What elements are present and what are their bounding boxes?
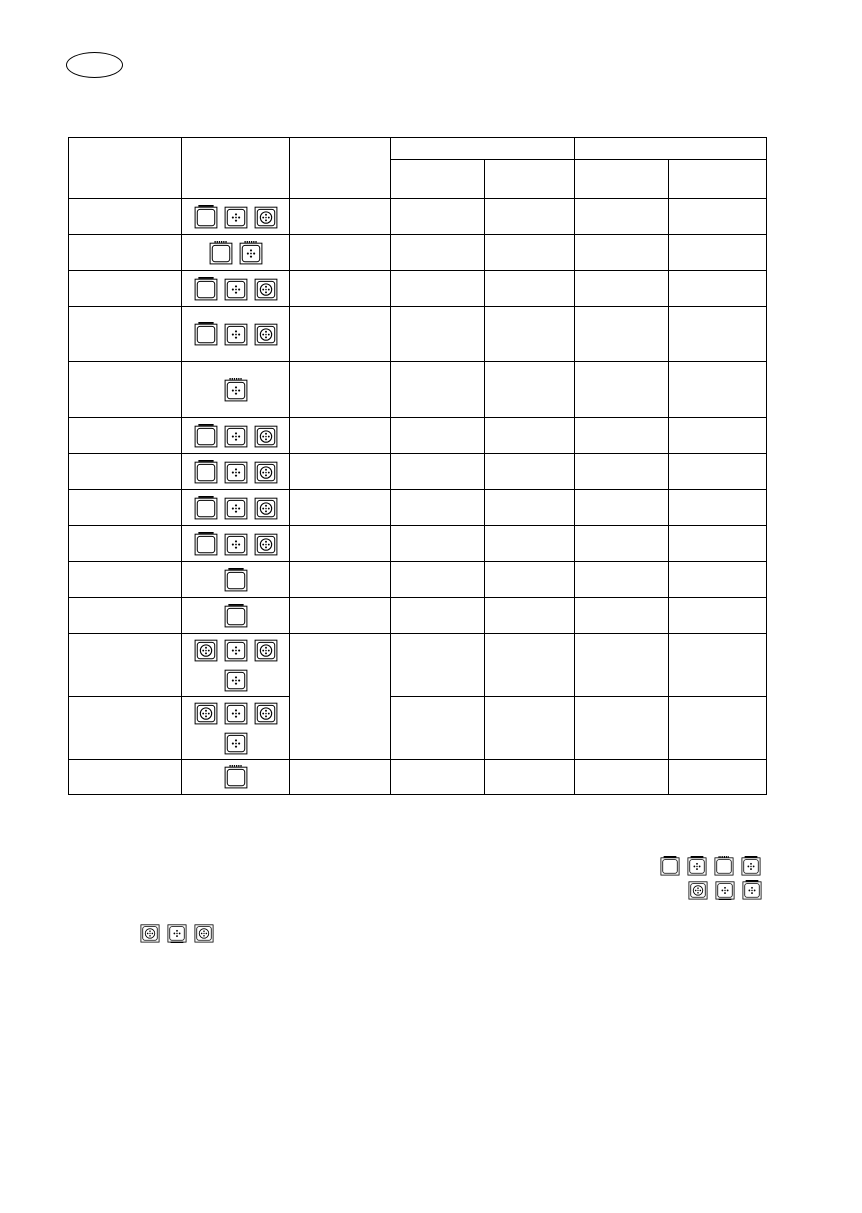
- ring-fan-icon: [254, 496, 278, 520]
- table-cell: [290, 271, 391, 307]
- table-cell: [669, 490, 767, 526]
- table-cell: [669, 562, 767, 598]
- fan-icon: [224, 460, 248, 484]
- table-cell: [290, 307, 391, 362]
- table-cell: [391, 235, 485, 271]
- function-icons-cell: [182, 562, 290, 598]
- table-cell: [69, 235, 182, 271]
- bottom-heat-icon: [194, 277, 218, 301]
- table-row: [69, 562, 767, 598]
- table-cell: [485, 418, 575, 454]
- table-cell: [669, 418, 767, 454]
- table-cell: [290, 490, 391, 526]
- top-bottom-heat-icon: [224, 604, 248, 628]
- language-badge: [66, 52, 123, 78]
- settings-table: [68, 137, 767, 795]
- table-row: [69, 307, 767, 362]
- function-icons-cell: [182, 454, 290, 490]
- bottom-heat-icon: [194, 496, 218, 520]
- function-icons-cell: [182, 235, 290, 271]
- bottom-heat-icon: [194, 460, 218, 484]
- table-cell: [69, 307, 182, 362]
- table-cell: [391, 526, 485, 562]
- table-cell: [69, 760, 182, 795]
- table-cell: [69, 526, 182, 562]
- table-cell: [575, 526, 669, 562]
- header-a1: [391, 160, 485, 199]
- ring-fan-icon: [254, 322, 278, 346]
- table-cell: [69, 362, 182, 418]
- fan-top-icon: [741, 856, 761, 876]
- table-row: [69, 634, 767, 697]
- grill-fan-icon: [239, 241, 263, 265]
- table-cell: [485, 490, 575, 526]
- header-group-b: [575, 138, 767, 160]
- table-cell: [485, 235, 575, 271]
- table-cell: [290, 760, 391, 795]
- function-icons-cell: [182, 634, 290, 697]
- table-row: [69, 526, 767, 562]
- header-a2: [485, 160, 575, 199]
- header-b1: [575, 160, 669, 199]
- ring-fan-icon: [194, 701, 218, 725]
- table-body: [69, 199, 767, 795]
- table-cell: [485, 697, 575, 760]
- bottom-heat-icon: [194, 532, 218, 556]
- table-cell: [485, 454, 575, 490]
- fan-icon: [224, 668, 248, 692]
- fan-icon: [224, 532, 248, 556]
- table-row: [69, 418, 767, 454]
- table-cell: [575, 562, 669, 598]
- table-cell: [391, 454, 485, 490]
- table-cell: [69, 598, 182, 634]
- table-cell: [485, 199, 575, 235]
- table-cell: [669, 199, 767, 235]
- table-row: [69, 490, 767, 526]
- table-cell: [391, 307, 485, 362]
- table-cell: [391, 634, 485, 697]
- table-cell: [391, 697, 485, 760]
- fan-icon: [224, 205, 248, 229]
- table-cell: [575, 454, 669, 490]
- table-cell: [575, 634, 669, 697]
- bottom-heat-icon: [194, 322, 218, 346]
- table-cell: [290, 235, 391, 271]
- table-row: [69, 362, 767, 418]
- function-icons-cell: [182, 526, 290, 562]
- table-cell: [575, 598, 669, 634]
- header-function: [182, 138, 290, 199]
- table-cell: [69, 490, 182, 526]
- fan-icon: [224, 701, 248, 725]
- table-cell: [69, 634, 182, 697]
- table-cell: [391, 598, 485, 634]
- top-bottom-heat-icon: [224, 568, 248, 592]
- table-cell: [290, 454, 391, 490]
- table-cell: [391, 490, 485, 526]
- table-cell: [290, 562, 391, 598]
- ring-fan-icon: [194, 638, 218, 662]
- table-cell: [575, 697, 669, 760]
- table-cell: [69, 271, 182, 307]
- fan-icon: [224, 638, 248, 662]
- table-cell: [669, 307, 767, 362]
- table-cell: [485, 634, 575, 697]
- ring-fan-icon: [688, 880, 708, 900]
- fan-bottom-icon: [167, 923, 187, 943]
- function-icons-cell: [182, 199, 290, 235]
- table-cell: [575, 362, 669, 418]
- function-icons-cell: [182, 697, 290, 760]
- table-cell: [485, 598, 575, 634]
- table-cell: [669, 760, 767, 795]
- table-cell: [669, 697, 767, 760]
- fan-icon: [224, 322, 248, 346]
- ring-fan-icon: [254, 460, 278, 484]
- table-row: [69, 598, 767, 634]
- footnote-icons-left: [140, 923, 214, 943]
- bottom-heat-icon: [194, 205, 218, 229]
- table-cell: [290, 199, 391, 235]
- function-icons-cell: [182, 598, 290, 634]
- table-cell: [485, 307, 575, 362]
- top-bottom-heat-icon: [660, 856, 680, 876]
- header-food: [69, 138, 182, 199]
- table-cell: [485, 362, 575, 418]
- ring-fan-icon: [254, 424, 278, 448]
- fan-icon: [224, 731, 248, 755]
- table-cell: [69, 562, 182, 598]
- table-row: [69, 235, 767, 271]
- table-cell: [69, 418, 182, 454]
- table-row: [69, 454, 767, 490]
- table-row: [69, 697, 767, 760]
- table-cell: [575, 235, 669, 271]
- table-row: [69, 760, 767, 795]
- function-icons-cell: [182, 271, 290, 307]
- table-cell: [669, 526, 767, 562]
- table-row: [69, 271, 767, 307]
- table-cell: [69, 199, 182, 235]
- table-cell: [485, 526, 575, 562]
- table-cell: [669, 598, 767, 634]
- ring-fan-icon: [254, 638, 278, 662]
- fan-icon: [224, 277, 248, 301]
- grill-icon: [224, 765, 248, 789]
- table-cell: [391, 562, 485, 598]
- table-cell: [391, 271, 485, 307]
- grill-icon: [714, 856, 734, 876]
- ring-fan-icon: [254, 277, 278, 301]
- fan-top-icon: [742, 880, 762, 900]
- table-cell: [485, 562, 575, 598]
- table-cell: [391, 760, 485, 795]
- function-icons-cell: [182, 418, 290, 454]
- table-cell: [575, 490, 669, 526]
- table-cell: [69, 454, 182, 490]
- table-cell: [575, 418, 669, 454]
- footnote-icons-right-line2: [688, 880, 762, 900]
- table-cell: [575, 307, 669, 362]
- table-cell: [485, 271, 575, 307]
- table-cell: [391, 418, 485, 454]
- bottom-heat-icon: [194, 424, 218, 448]
- function-icons-cell: [182, 760, 290, 795]
- table-cell: [575, 760, 669, 795]
- header-b2: [669, 160, 767, 199]
- table-cell: [575, 199, 669, 235]
- table-cell: [669, 634, 767, 697]
- ring-fan-icon: [254, 532, 278, 556]
- table-cell: [669, 454, 767, 490]
- footnote-icons-right-line1: [660, 856, 761, 876]
- grill-fan-icon: [224, 378, 248, 402]
- fan-icon: [224, 496, 248, 520]
- fan-top-icon: [687, 856, 707, 876]
- table-cell: [575, 271, 669, 307]
- ring-fan-icon: [254, 205, 278, 229]
- function-icons-cell: [182, 490, 290, 526]
- ring-fan-icon: [254, 701, 278, 725]
- table-cell: [69, 697, 182, 760]
- ring-fan-icon: [194, 923, 214, 943]
- table-cell: [290, 634, 391, 760]
- ring-fan-icon: [140, 923, 160, 943]
- fan-bottom-icon: [715, 880, 735, 900]
- table-row: [69, 199, 767, 235]
- header-group-a: [391, 138, 575, 160]
- table-cell: [290, 362, 391, 418]
- function-icons-cell: [182, 307, 290, 362]
- table-cell: [290, 598, 391, 634]
- table-cell: [485, 760, 575, 795]
- fan-icon: [224, 424, 248, 448]
- table-cell: [290, 526, 391, 562]
- table-cell: [391, 199, 485, 235]
- table-cell: [669, 271, 767, 307]
- table-cell: [669, 235, 767, 271]
- table-cell: [391, 362, 485, 418]
- function-icons-cell: [182, 362, 290, 418]
- header-level: [290, 138, 391, 199]
- grill-icon: [209, 241, 233, 265]
- table-cell: [669, 362, 767, 418]
- table-cell: [290, 418, 391, 454]
